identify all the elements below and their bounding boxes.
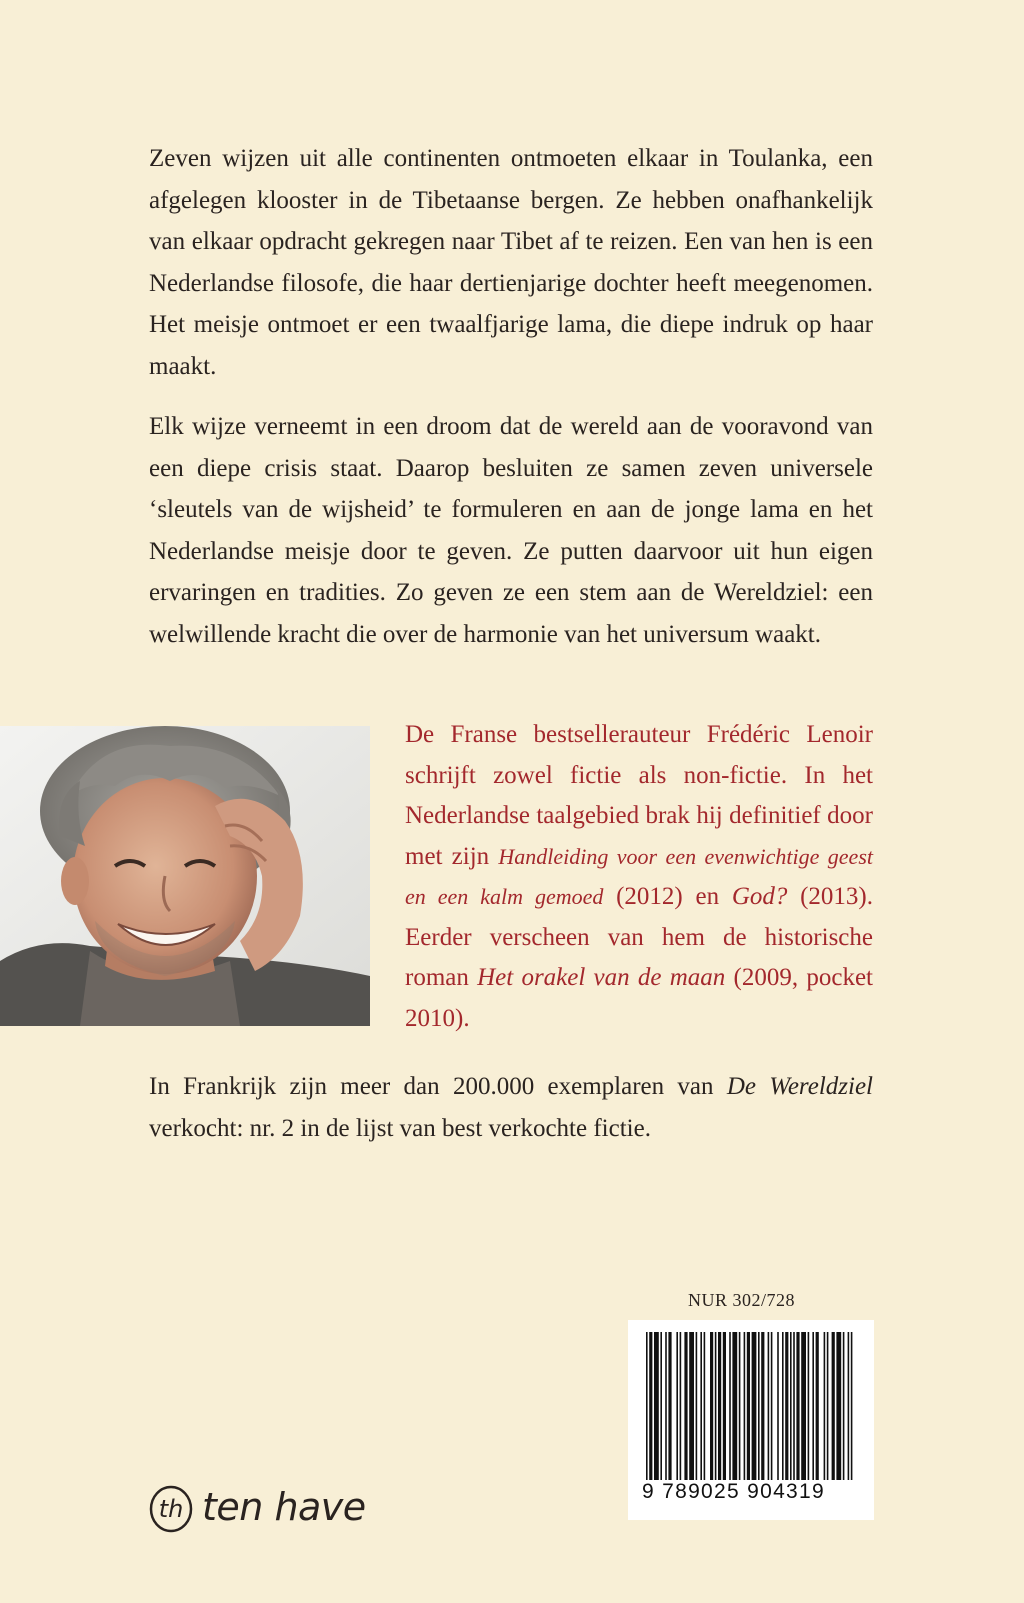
sales-text-after: verkocht: nr. 2 in de lijst van best verkochte fictie. — [149, 1114, 651, 1142]
author-bio-text-1: De Franse bestsellerauteur Frédéric Lenoir schrijft zowel fictie als non-fictie. In het Nederlandse taalgebied brak hij definitief door met zijn — [405, 721, 873, 870]
publisher-mark-text: th — [158, 1495, 184, 1523]
author-bio-text-3: (2013). Eerder verscheen van hem de historische roman — [405, 883, 873, 991]
sales-book-title: De Wereldziel — [726, 1073, 873, 1100]
book-title-handleiding: Handleiding voor een evenwichtige geest en een kalm gemoed — [405, 843, 873, 909]
nur-code: NUR 302/728 — [688, 1290, 796, 1310]
sales-note — [149, 1066, 873, 1149]
ten-have-th-mark-icon — [148, 1479, 194, 1535]
author-bio-text-2: (2012) en — [603, 883, 732, 910]
isbn-digits: 9 789025 904319 — [642, 1480, 825, 1503]
blurb-paragraph-1: Zeven wijzen uit alle continenten ontmoeten elkaar in Toulanka, een afgelegen klooster in de Tibetaanse bergen. Ze hebben onafhankelijk van elkaar opdracht gekregen naar Tibet af te reizen. Een van hen is een Nederlandse filosofe, die haar dertienjarige dochter heeft meegenomen. Het meisje ontmoet er een twaalfjarige lama, die diepe indruk op haar maakt. — [149, 145, 873, 380]
author-photo — [0, 726, 370, 1026]
book-title-orakel: Het orakel van de maan — [477, 964, 726, 991]
barcode — [628, 1320, 874, 1520]
blurb-paragraph-2: Elk wijze verneemt in een droom dat de wereld aan de vooravond van een diepe crisis staat. Daarop besluiten ze samen zeven universele ‘sleutels van de wijsheid’ te formuleren en aan de jonge lama en het Nederlandse meisje door te geven. Ze putten daarvoor uit hun eigen ervaringen en tradities. Zo geven ze een stem aan de Wereldziel: een welwillende kracht die over de harmonie van het universum waakt. — [149, 413, 873, 648]
publisher-logo — [148, 1476, 366, 1538]
book-title-god: God? — [731, 883, 788, 910]
author-bio-text-4: (2009, pocket 2010). — [405, 964, 873, 1032]
author-bio — [405, 715, 873, 1039]
publisher-name: ten have — [202, 1485, 366, 1529]
sales-text-before: In Frankrijk zijn meer dan 200.000 exemplaren van — [149, 1073, 727, 1100]
